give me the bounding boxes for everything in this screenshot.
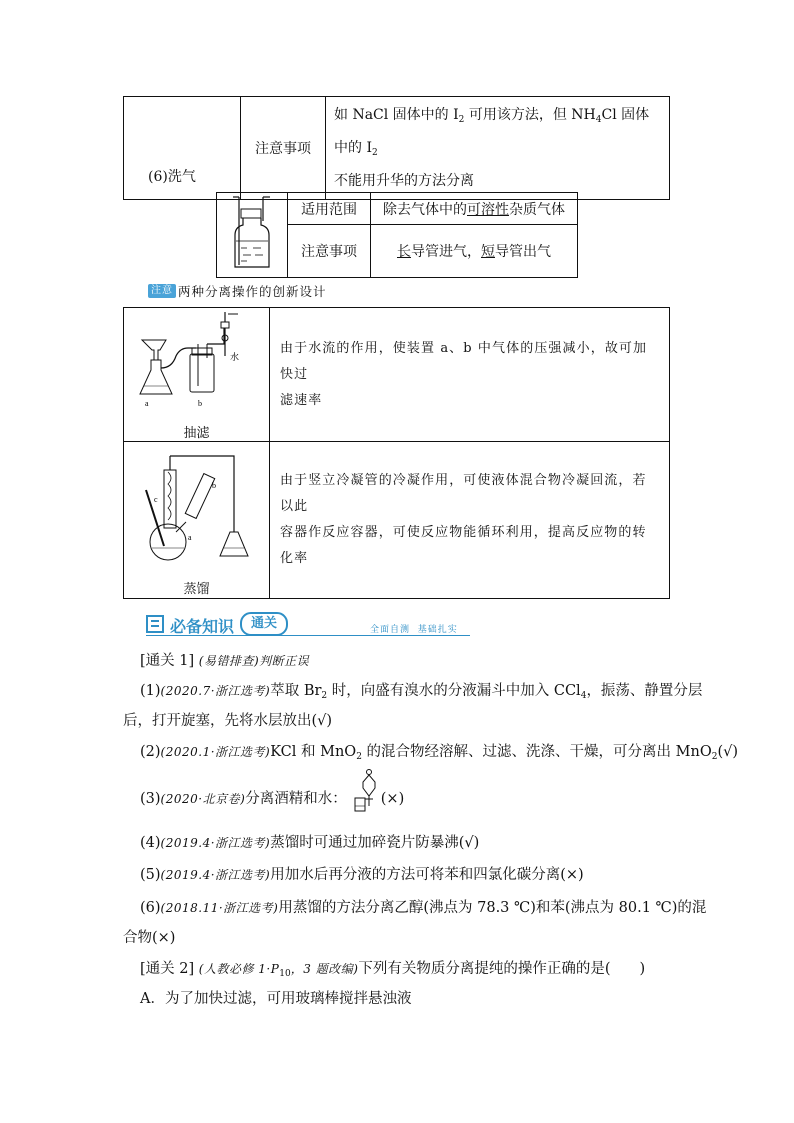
water-label: 水 (230, 352, 240, 362)
table-gas-washing (216, 192, 578, 278)
item-2: (2)(2020.1·浙江选考)KCl 和 MnO$_2$ 的混合物经溶解、过滤、洗涤、干燥，可分离出 MnO$_2$(√) (140, 744, 739, 762)
condenser-b-label: b (212, 481, 216, 490)
item-4: (4)(2019.4·浙江选考)蒸馏时可通过加碎瓷片防暴沸(√) (140, 835, 480, 851)
precautions-label-2: 注意事项 (288, 225, 371, 278)
note-text: 两种分离操作的创新设计 (178, 284, 327, 299)
suction-filtration-apparatus-icon (124, 308, 269, 416)
item-3: (3) (2020·北京卷) 分离酒精和水： (×) (140, 786, 680, 812)
distillation-caption: 蒸馏 (183, 582, 210, 597)
item-6: (6)(2018.11·浙江选考)用蒸馏的方法分离乙醇(沸点为 78.3 ℃)和苯(沸点为 80.1 ℃)的混 (140, 900, 707, 916)
distillation-description: 由于竖立冷凝管的冷凝作用，可使液体混合物冷凝回流，若以此 容器作反应容器，可使反应物能循环利用，提高反应物的转化率 (270, 442, 670, 599)
flask-a-label-2: a (188, 533, 192, 542)
banner-subtitle: 全面自测 基础扎实 (370, 625, 458, 635)
section-banner (146, 612, 470, 638)
option-a: A．为了加快过滤，可用玻璃棒搅拌悬浊液 (140, 991, 412, 1007)
section-6-title: (6)洗气 (148, 169, 196, 185)
table-precautions (123, 96, 670, 200)
separatory-funnel-icon (349, 768, 379, 812)
note-badge: 注意 (148, 284, 176, 298)
suction-filtration-caption: 抽滤 (183, 426, 210, 441)
suction-filtration-figure-cell (124, 308, 270, 442)
item-1-line-2: 后，打开旋塞，先将水层放出(√) (123, 713, 333, 729)
precautions-label: 注意事项 (241, 97, 326, 200)
item-6-line-2: 合物(×) (123, 930, 176, 946)
banner-title: 必备知识 (170, 617, 235, 636)
precautions-text: 如 NaCl 固体中的 $I_2$ 可用该方法，但 $NH_4Cl$ 固体中的 $I_2$ 不能用升华的方法分离 (326, 97, 670, 200)
item-1: (1)(2020.7·浙江选考)萃取 $Br_2$ 时，向盛有溴水的分液漏斗中加入 CCl$_4$，振荡、静置分层 (140, 683, 703, 701)
gas-washing-bottle-icon (217, 193, 287, 273)
scope-label: 适用范围 (288, 193, 371, 225)
note-line (148, 282, 327, 300)
question-1-header: [通关 1] (易错排查)判断正误 (140, 653, 310, 669)
bottle-b-label: b (198, 399, 202, 408)
reflux-distillation-apparatus-icon (124, 442, 269, 570)
scope-text: 除去气体中的可溶性杂质气体 (371, 193, 578, 225)
question-2: [通关 2] (人教必修 $1\cdot P_{10}$，3 题改编)下列有关物质分离提纯的操作正确的是( ) (140, 961, 646, 979)
condenser-c-label: c (154, 495, 158, 504)
gas-washing-bottle-figure (217, 193, 288, 278)
book-icon (146, 615, 164, 633)
item-5: (5)(2019.4·浙江选考)用加水后再分液的方法可将苯和四氯化碳分离(×) (140, 867, 584, 883)
banner-underline (146, 635, 470, 636)
flask-a-label: a (145, 399, 149, 408)
precautions-text-2: 长导管进气，短导管出气 (371, 225, 578, 278)
reflux-distillation-figure-cell (124, 442, 270, 599)
banner-badge: 通关 (240, 612, 288, 636)
suction-filtration-description: 由于水流的作用，使装置 a、b 中气体的压强减小，故可加快过 滤速率 (270, 308, 670, 442)
table-innovative-designs (123, 307, 670, 599)
